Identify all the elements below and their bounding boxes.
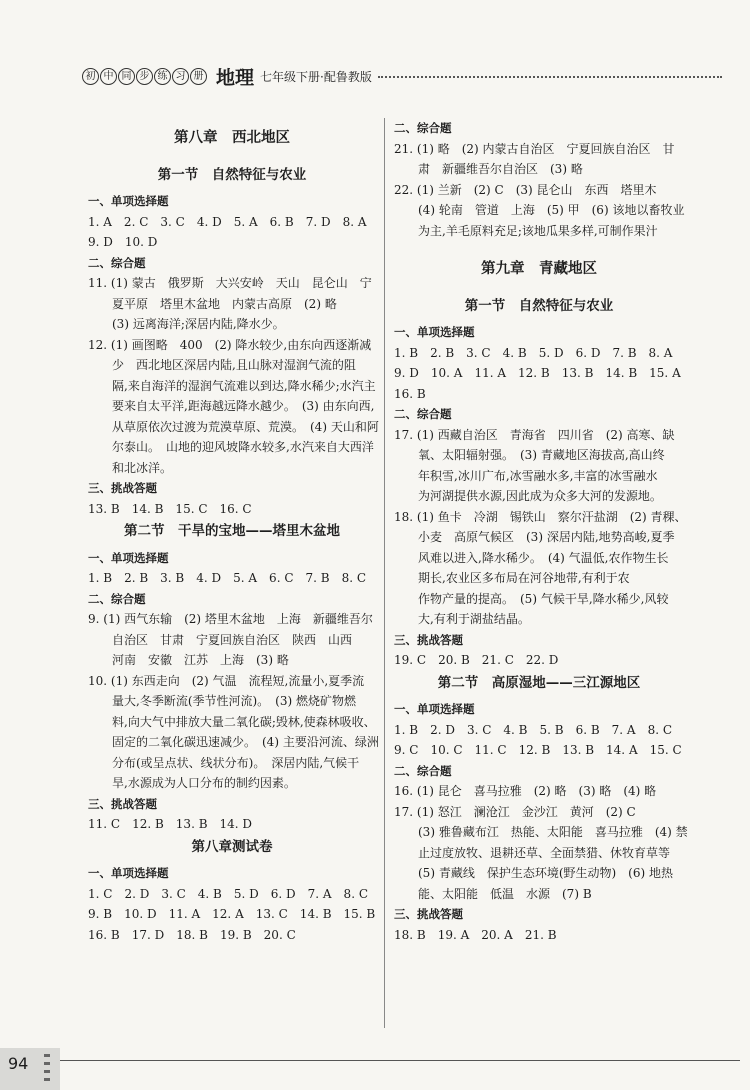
page-edge-marks bbox=[44, 1054, 50, 1086]
answer-line: 9. (1) 西气东输 (2) 塔里木盆地 上海 新疆维吾尔 bbox=[88, 612, 373, 626]
book-series-title bbox=[82, 68, 208, 85]
answer-line: 少 西北地区深居内陆,且山脉对湿润气流的阻 bbox=[88, 358, 356, 372]
question-type-heading: 一、单项选择题 bbox=[88, 194, 169, 208]
answer-line: 尔泰山。 山地的迎风坡降水较多,水汽来自大西洋 bbox=[88, 440, 374, 454]
answer-line: 隔,来自海洋的湿润气流难以到达,降水稀少;水汽主 bbox=[88, 378, 376, 393]
answer-line: 料,向大气中排放大量二氧化碳;毁林,使森林吸收、 bbox=[88, 714, 376, 729]
question-type-heading: 三、挑战答题 bbox=[88, 481, 157, 495]
question-type-heading: 一、单项选择题 bbox=[88, 550, 169, 565]
question-type-heading: 一、单项选择题 bbox=[88, 866, 169, 880]
answer-line: 11. C 12. B 13. B 14. D bbox=[88, 817, 253, 831]
column-divider bbox=[384, 118, 385, 1028]
answer-line: 21. (1) 略 (2) 内蒙古自治区 宁夏回族自治区 甘 bbox=[394, 141, 675, 156]
page-header bbox=[82, 64, 722, 88]
answer-line: 大,有利于湖盐结晶。 bbox=[394, 612, 530, 626]
question-type-heading: 二、综合题 bbox=[88, 255, 146, 270]
answer-line: 从草原依次过渡为荒漠草原、荒漠。 (4) 天山和阿 bbox=[88, 419, 379, 434]
answer-line: 风难以进入,降水稀少。 (4) 气温低,农作物生长 bbox=[394, 550, 669, 565]
section-title: 第八章测试卷 bbox=[191, 838, 273, 855]
series-char: 册 bbox=[190, 68, 207, 85]
question-type-heading: 三、挑战答题 bbox=[394, 632, 463, 647]
answer-line: 17. (1) 怒江 澜沧江 金沙江 黄河 (2) C bbox=[394, 804, 636, 819]
answer-line: 固定的二氧化碳迅速减少。 (4) 主要沿河流、绿洲 bbox=[88, 735, 379, 749]
question-type-heading: 一、单项选择题 bbox=[394, 702, 475, 716]
answer-column-left bbox=[88, 118, 379, 945]
series-char: 习 bbox=[172, 68, 189, 85]
answer-line: 为河湖提供水源,因此成为众多大河的发源地。 bbox=[394, 489, 662, 503]
series-char: 初 bbox=[82, 68, 99, 85]
chapter-title: 第九章 青藏地区 bbox=[481, 261, 597, 277]
section-title: 第一节 自然特征与农业 bbox=[464, 297, 614, 314]
answer-line: 1. B 2. B 3. B 4. D 5. A 6. C 7. B 8. C bbox=[88, 571, 367, 585]
answer-line: 9. B 10. D 11. A 12. A 13. C 14. B 15. B bbox=[88, 907, 376, 921]
header-dotted-rule bbox=[378, 76, 722, 78]
section-title: 第二节 干旱的宝地——塔里木盆地 bbox=[124, 523, 340, 539]
answer-line: 1. A 2. C 3. C 4. D 5. A 6. B 7. D 8. A bbox=[88, 214, 367, 229]
answer-line: 1. B 2. D 3. C 4. B 5. B 6. B 7. A 8. C bbox=[394, 722, 673, 737]
answer-line: 1. C 2. D 3. C 4. B 5. D 6. D 7. A 8. C bbox=[88, 886, 369, 901]
subject-title: 地理 bbox=[216, 66, 255, 89]
page-number: 94 bbox=[8, 1054, 29, 1073]
answer-line: 年积雪,冰川广布,冰雪融水多,丰富的冰雪融水 bbox=[394, 468, 658, 483]
footer-rule bbox=[60, 1060, 740, 1061]
question-type-heading: 一、单项选择题 bbox=[394, 325, 475, 339]
answer-line: 氧、太阳辐射强。 (3) 青藏地区海拔高,高山终 bbox=[394, 448, 665, 462]
answer-line: 9. C 10. C 11. C 12. B 13. B 14. A 15. C bbox=[394, 743, 682, 757]
answer-line: 16. B 17. D 18. B 19. B 20. C bbox=[88, 927, 296, 942]
series-char: 练 bbox=[154, 68, 171, 85]
question-type-heading: 三、挑战答题 bbox=[394, 907, 463, 921]
answer-line: 夏平原 塔里木盆地 内蒙古高原 (2) 略 bbox=[88, 296, 337, 311]
chapter-title: 第八章 西北地区 bbox=[174, 130, 290, 146]
spacer bbox=[394, 241, 684, 249]
answer-line: 期长,农业区多布局在河谷地带,有利于农 bbox=[394, 571, 630, 585]
answer-line: 18. (1) 鱼卡 冷湖 锡铁山 察尔汗盐湖 (2) 青稞、 bbox=[394, 509, 687, 524]
answer-column-right bbox=[394, 118, 688, 945]
answer-line: 河南 安徽 江苏 上海 (3) 略 bbox=[88, 653, 289, 667]
answer-line: 肃 新疆维吾尔自治区 (3) 略 bbox=[394, 162, 583, 176]
answer-line: 16. (1) 昆仑 喜马拉雅 (2) 略 (3) 略 (4) 略 bbox=[394, 784, 657, 798]
question-type-heading: 二、综合题 bbox=[88, 591, 146, 606]
answer-line: 12. (1) 画图略 400 (2) 降水较少,由东向西逐渐减 bbox=[88, 337, 372, 352]
answer-line: 分布(或呈点状、线状分布)。 深居内陆,气候干 bbox=[88, 755, 360, 770]
answer-line: 18. B 19. A 20. A 21. B bbox=[394, 927, 557, 942]
answer-line: 量大,冬季断流(季节性河流)。 (3) 燃烧矿物燃 bbox=[88, 694, 356, 708]
answer-line: 17. (1) 西藏自治区 青海省 四川省 (2) 高寒、缺 bbox=[394, 427, 675, 442]
answer-line: 自治区 甘肃 宁夏回族自治区 陕西 山西 bbox=[88, 632, 353, 647]
answer-line: 11. (1) 蒙古 俄罗斯 大兴安岭 天山 昆仑山 宁 bbox=[88, 276, 372, 290]
answer-line: (4) 轮南 管道 上海 (5) 甲 (6) 该地以畜牧业 bbox=[394, 203, 685, 217]
answer-line: 9. D 10. D bbox=[88, 235, 158, 249]
answer-line: 能、太阳能 低温 水源 (7) B bbox=[394, 886, 592, 901]
question-type-heading: 三、挑战答题 bbox=[88, 796, 157, 811]
answer-line: 10. (1) 东西走向 (2) 气温 流程短,流量小,夏季流 bbox=[88, 673, 365, 688]
answer-line: 16. B bbox=[394, 386, 426, 401]
series-char: 同 bbox=[118, 68, 135, 85]
answer-line: 22. (1) 兰新 (2) C (3) 昆仑山 东西 塔里木 bbox=[394, 182, 657, 197]
answer-line: 和北冰洋。 bbox=[88, 460, 173, 475]
answer-line: 1. B 2. B 3. C 4. B 5. D 6. D 7. B 8. A bbox=[394, 345, 673, 360]
answer-line: 9. D 10. A 11. A 12. B 13. B 14. B 15. A bbox=[394, 366, 681, 380]
section-title: 第一节 自然特征与农业 bbox=[157, 166, 307, 183]
series-char: 步 bbox=[136, 68, 153, 85]
answer-line: (3) 远离海洋;深居内陆,降水少。 bbox=[88, 317, 285, 331]
answer-line: 旱,水源成为人口分布的制约因素。 bbox=[88, 776, 296, 790]
question-type-heading: 二、综合题 bbox=[394, 763, 452, 778]
answer-line: 13. B 14. B 15. C 16. C bbox=[88, 501, 252, 516]
page-number-tab bbox=[0, 1048, 60, 1090]
answer-line: 要来自太平洋,距海越远降水越少。 (3) 由东向西, bbox=[88, 399, 375, 413]
question-type-heading: 二、综合题 bbox=[394, 121, 452, 135]
answer-line: (5) 青藏线 保护生态环境(野生动物) (6) 地热 bbox=[394, 866, 673, 880]
answer-line: 止过度放牧、退耕还草、全面禁猎、休牧育草等 bbox=[394, 845, 671, 860]
grade-label: 七年级下册·配鲁教版 bbox=[260, 69, 372, 84]
answer-line: 19. C 20. B 21. C 22. D bbox=[394, 653, 559, 667]
answer-line: (3) 雅鲁藏布江 热能、太阳能 喜马拉雅 (4) 禁 bbox=[394, 825, 688, 839]
series-char: 中 bbox=[100, 68, 117, 85]
section-title: 第二节 高原湿地——三江源地区 bbox=[437, 674, 641, 691]
answer-line: 作物产量的提高。 (5) 气候干旱,降水稀少,风较 bbox=[394, 591, 669, 606]
question-type-heading: 二、综合题 bbox=[394, 407, 452, 421]
answer-line: 小麦 高原气候区 (3) 深居内陆,地势高峻,夏季 bbox=[394, 530, 675, 544]
answer-line: 为主,羊毛原料充足;该地瓜果多样,可制作果汁 bbox=[394, 223, 658, 238]
